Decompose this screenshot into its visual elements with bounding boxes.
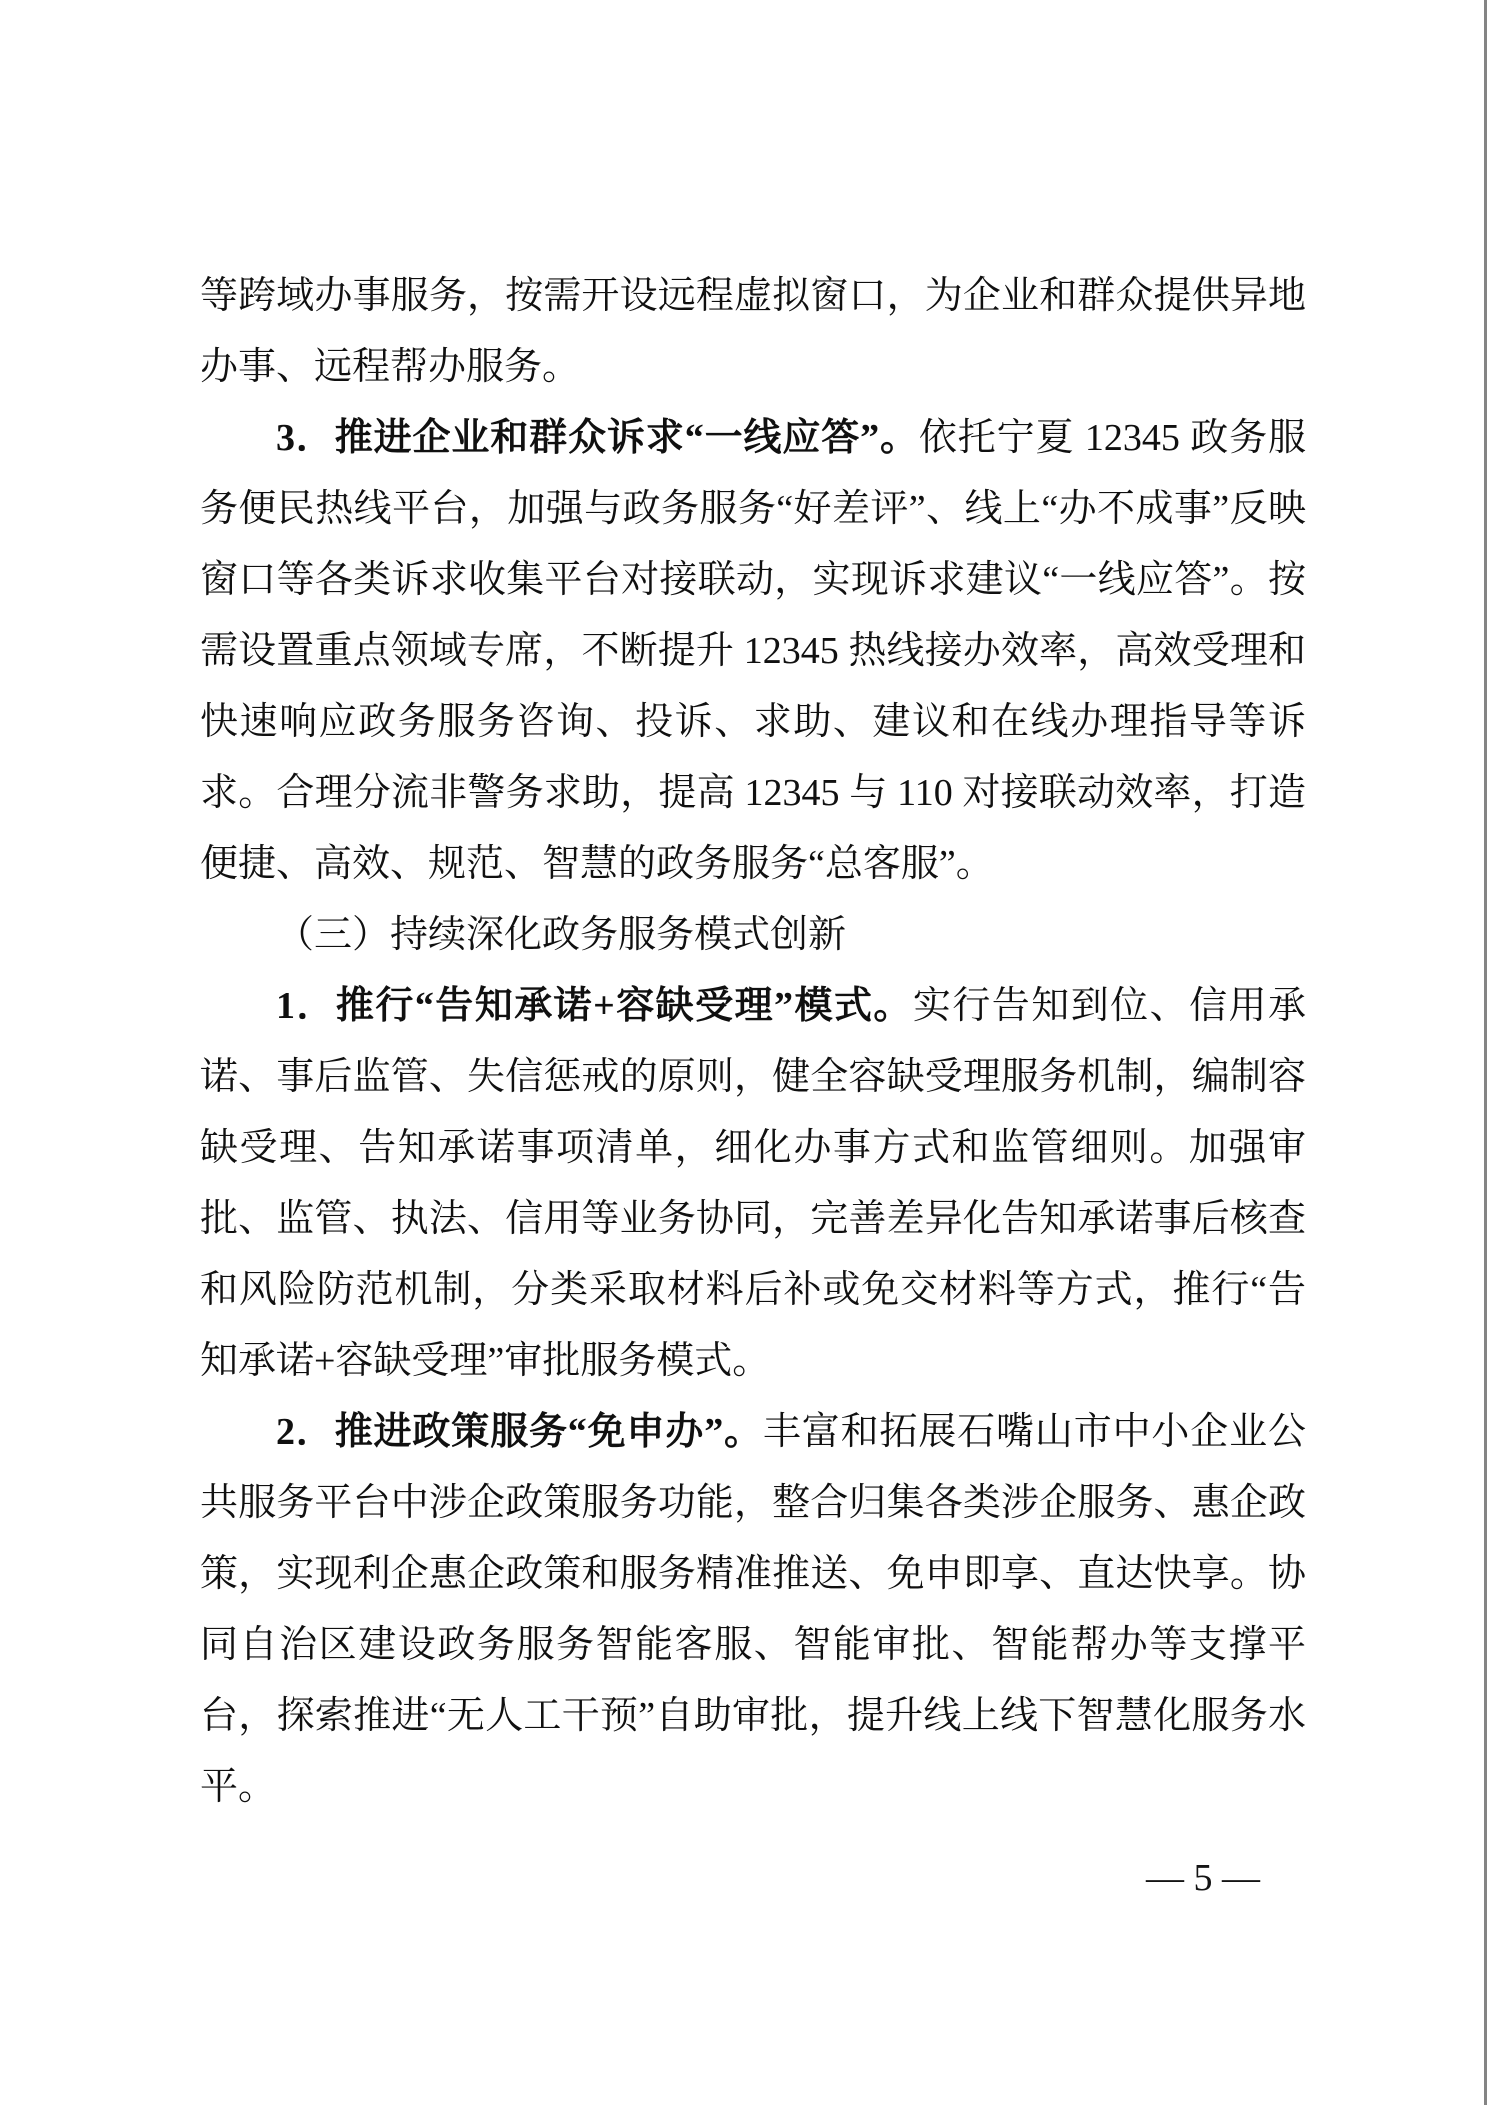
section-heading — [200, 900, 1306, 971]
scan-edge-line — [1484, 0, 1487, 2105]
paragraph-item-3 — [200, 403, 1306, 900]
document-body — [200, 261, 1306, 1823]
paragraph-item-2 — [200, 1397, 1306, 1823]
paragraph-item-1 — [200, 971, 1306, 1397]
paragraph-lead-bold: 2．推进政策服务“免申办”。 — [276, 1411, 763, 1453]
paragraph-text: 依托宁夏 12345 政务服务便民热线平台，加强与政务服务“好差评”、线上“办不成事”反映窗口等各类诉求收集平台对接联动，实现诉求建议“一线应答”。按需设置重点领域专席，不断提升 12345 热线接办效率，高效受理和快速响应政务服务咨询、投诉、求助、建议和在线办理指导等诉求。合理分流非警务求助，提高 12345 与 110 对接联动效率，打造便捷、高效、规范、智慧的政务服务“总客服”。 — [200, 417, 1306, 885]
section-heading-text: （三）持续深化政务服务模式创新 — [276, 914, 847, 956]
page-number: — 5 — — [1146, 1857, 1260, 1899]
paragraph-text: 等跨域办事服务，按需开设远程虚拟窗口，为企业和群众提供异地办事、远程帮办服务。 — [200, 275, 1306, 388]
paragraph-lead-bold: 1．推行“告知承诺+容缺受理”模式。 — [276, 985, 913, 1027]
paragraph-text: 实行告知到位、信用承诺、事后监管、失信惩戒的原则，健全容缺受理服务机制，编制容缺受理、告知承诺事项清单，细化办事方式和监管细则。加强审批、监管、执法、信用等业务协同，完善差异化告知承诺事后核查和风险防范机制，分类采取材料后补或免交材料等方式，推行“告知承诺+容缺受理”审批服务模式。 — [200, 985, 1306, 1382]
paragraph-continuation — [200, 261, 1306, 403]
paragraph-lead-bold: 3．推进企业和群众诉求“一线应答”。 — [276, 417, 919, 459]
paragraph-text: 丰富和拓展石嘴山市中小企业公共服务平台中涉企政策服务功能，整合归集各类涉企服务、惠企政策，实现利企惠企政策和服务精准推送、免申即享、直达快享。协同自治区建设政务服务智能客服、智能审批、智能帮办等支撑平台，探索推进“无人工干预”自助审批，提升线上线下智慧化服务水平。 — [200, 1411, 1306, 1808]
